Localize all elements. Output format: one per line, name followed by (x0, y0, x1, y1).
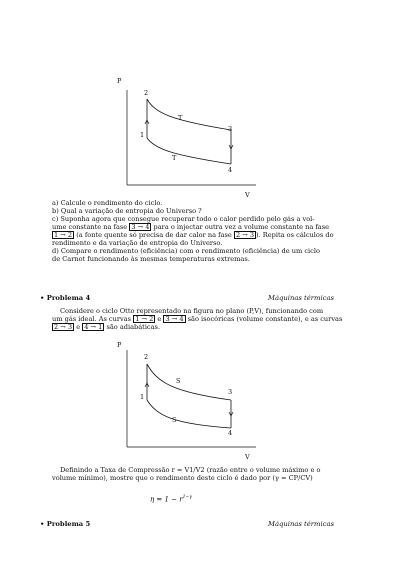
otto-point-3: 3 (228, 388, 233, 396)
question-c-line3: 1 → 2 (a fonte quente só precisa de dar calor na fase 2 → 3 ). Repita os cálculos do (54, 231, 334, 239)
question-b: b) Qual a variação de entropia do Universo ? (52, 207, 202, 215)
problem-4-line3: 2 → 3 e 4 → 1 são adiabáticas. (54, 323, 161, 331)
questions-block (52, 199, 334, 263)
compression-line2: volume mínimo), mostre que o rendimento deste ciclo é dado por (γ = CP/CV) (52, 474, 313, 482)
p-axis-label: P (117, 77, 122, 85)
curve-2-3: 2 → 3 (54, 323, 73, 331)
otto-point-2: 2 (144, 353, 149, 361)
problem-4-topic: Máquinas térmicas (268, 294, 334, 302)
isotherm-lower-label: T (172, 154, 177, 162)
isotherm-lower (147, 138, 231, 164)
pv-diagram-carnot (110, 78, 280, 198)
otto-point-1: 1 (140, 393, 145, 401)
v-axis-label-2: V (245, 453, 250, 461)
pv-diagram-otto (110, 340, 280, 460)
formula-main: η = 1 − r (150, 495, 183, 504)
efficiency-formula (150, 495, 192, 503)
p-axis-label-2: P (117, 341, 122, 349)
problem-4-text (52, 307, 343, 331)
curve-4-1: 4 → 1 (84, 323, 103, 331)
curve-1-2: 1 → 2 (135, 315, 154, 323)
v-axis-label: V (245, 191, 250, 199)
adiabat-upper-label: S (176, 377, 181, 385)
question-c-line4: rendimento e da variação de entropia do Universo. (52, 239, 223, 247)
point-4: 4 (228, 166, 233, 174)
phase-1-2: 1 → 2 (54, 231, 73, 239)
problem-5-topic: Máquinas térmicas (268, 520, 334, 528)
question-d-line2: de Carnot funcionando às mesmas temperaturas extremas. (52, 255, 250, 263)
problem-4-line1: Considere o ciclo Otto representado na figura no plano (P,V), funcionando com (60, 307, 324, 315)
point-1: 1 (140, 131, 145, 139)
question-a: a) Calcule o rendimento do ciclo. (52, 199, 163, 207)
adiabat-upper (147, 364, 231, 400)
problem-4-title: • Problema 4 (40, 294, 91, 302)
compression-line1: Definindo a Taxa de Compressão r = V1/V2 (razão entre o volume máximo e o (60, 466, 321, 474)
problem-5-title: • Problema 5 (40, 520, 91, 528)
question-d-line1: d) Compare o rendimento (eficiência) com o rendimento (eficiência) de um ciclo (52, 247, 320, 255)
question-c-line1: c) Suponha agora que consegue recuperar todo o calor perdido pelo gás a vol- (52, 215, 315, 223)
curve-3-4: 3 → 4 (165, 315, 184, 323)
phase-2-3: 2 → 3 (235, 231, 255, 239)
isotherm-upper-label: T (178, 114, 183, 122)
adiabat-lower-label: S (172, 416, 177, 424)
point-2: 2 (144, 89, 149, 97)
question-c-line2: ume constante na fase 3 → 4 para o injectar outra vez a volume constante na fase (52, 223, 330, 231)
pv-diagram-1-svg (110, 78, 280, 198)
formula-exponent: 1−γ (182, 495, 192, 500)
isotherm-upper (147, 99, 231, 130)
pv-diagram-2-svg (110, 340, 280, 460)
adiabat-lower (147, 400, 231, 428)
problem-4-line2: um gás ideal. As curvas 1 → 2 e 3 → 4 são isocóricas (volume constante), e as curvas (52, 315, 343, 323)
point-3: 3 (228, 125, 233, 133)
phase-3-4: 3 → 4 (131, 223, 150, 231)
compression-question (52, 466, 334, 482)
otto-point-4: 4 (228, 429, 233, 437)
